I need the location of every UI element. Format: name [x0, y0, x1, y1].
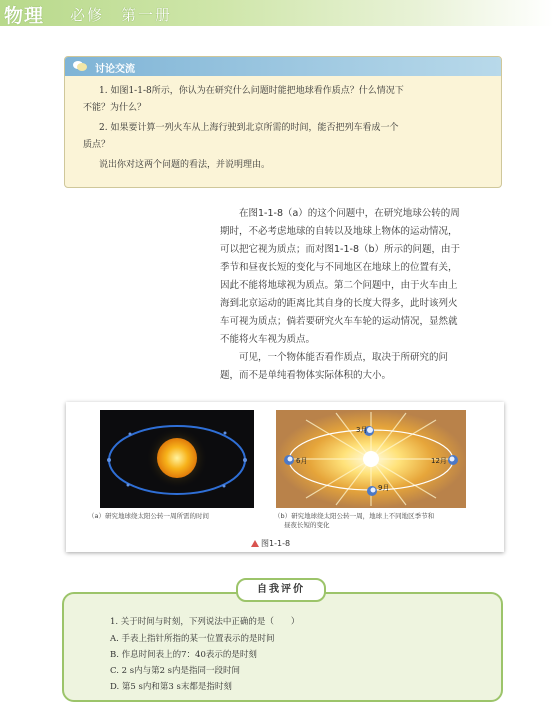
volume-title: 必修 第一册: [70, 6, 173, 24]
figure-marker-icon: [251, 540, 259, 547]
discussion-line: 质点？: [83, 140, 111, 150]
body-line: 在图1-1-8（a）的这个问题中，在研究地球公转的周: [239, 208, 460, 219]
page-header: [0, 0, 554, 26]
body-line: 海到北京运动的距离比其自身的长度大得多，此时该列火: [220, 298, 458, 309]
body-line: 不能将火车视为质点。: [220, 334, 316, 345]
figure-b-caption: [274, 512, 434, 530]
option-b: B. 作息时间表上的7：40表示的是时刻: [110, 650, 257, 660]
body-line: 可以把它视为质点；而对图1-1-8（b）所示的问题，由于: [220, 244, 461, 255]
discussion-line: 2. 如果要计算一列火车从上海行驶到北京所需的时间，能否把列车看成一个: [99, 123, 399, 133]
month-label: 12月: [431, 457, 447, 465]
figure-box: [66, 402, 504, 552]
figure-a-image: [100, 410, 254, 508]
body-text: [220, 205, 503, 385]
option-d: D. 第5 s内和第3 s末都是指时刻: [110, 682, 232, 692]
option-c: C. 2 s内与第2 s内是指同一段时间: [110, 666, 241, 676]
subject-title: 物理: [4, 5, 45, 27]
discussion-title: 讨论交流: [95, 64, 135, 75]
self-eval-title: 自我评价: [236, 578, 326, 602]
discussion-line: 说出你对这两个问题的看法，并说明理由。: [99, 160, 271, 170]
option-a: A. 手表上指针所指的某一位置表示的是时间: [110, 634, 275, 644]
discussion-icon: [73, 60, 87, 72]
figure-b-caption-line: 昼夜长短的变化: [284, 521, 330, 529]
month-label: 9月: [378, 484, 390, 492]
discussion-line: 不能？为什么？: [83, 103, 147, 113]
question-line: 1. 关于时间与时刻，下列说法中正确的是（ ）: [110, 617, 300, 627]
figure-a-caption: （a）研究地球绕太阳公转一周所需的时间: [88, 512, 209, 520]
body-line: 车可视为质点；倘若要研究火车车轮的运动情况，显然就: [220, 316, 458, 327]
figure-b-image: [276, 410, 466, 508]
discussion-box: [64, 56, 502, 188]
figure-label: 图1-1-8: [261, 539, 291, 548]
body-line: 因此不能将地球视为质点。第二个问题中，由于火车由上: [220, 280, 458, 291]
discussion-bar: [65, 57, 501, 76]
body-line: 期时，不必考虑地球的自转以及地球上物体的运动情况，: [220, 226, 458, 237]
body-line: 可见，一个物体能否看作质点，取决于所研究的问: [239, 352, 449, 363]
month-label: 3月: [356, 426, 368, 434]
discussion-line: 1. 如图1-1-8所示，你认为在研究什么问题时能把地球看作质点？什么情况下: [99, 86, 404, 96]
body-line: 题，而不是单纯看物体实际体积的大小。: [220, 370, 392, 381]
month-label: 6月: [296, 457, 308, 465]
body-line: 季节和昼夜长短的变化与不同地区在地球上的位置有关，: [220, 262, 458, 273]
figure-b-caption-line: （b）研究地球绕太阳公转一周，地球上不同地区季节和: [274, 512, 435, 520]
